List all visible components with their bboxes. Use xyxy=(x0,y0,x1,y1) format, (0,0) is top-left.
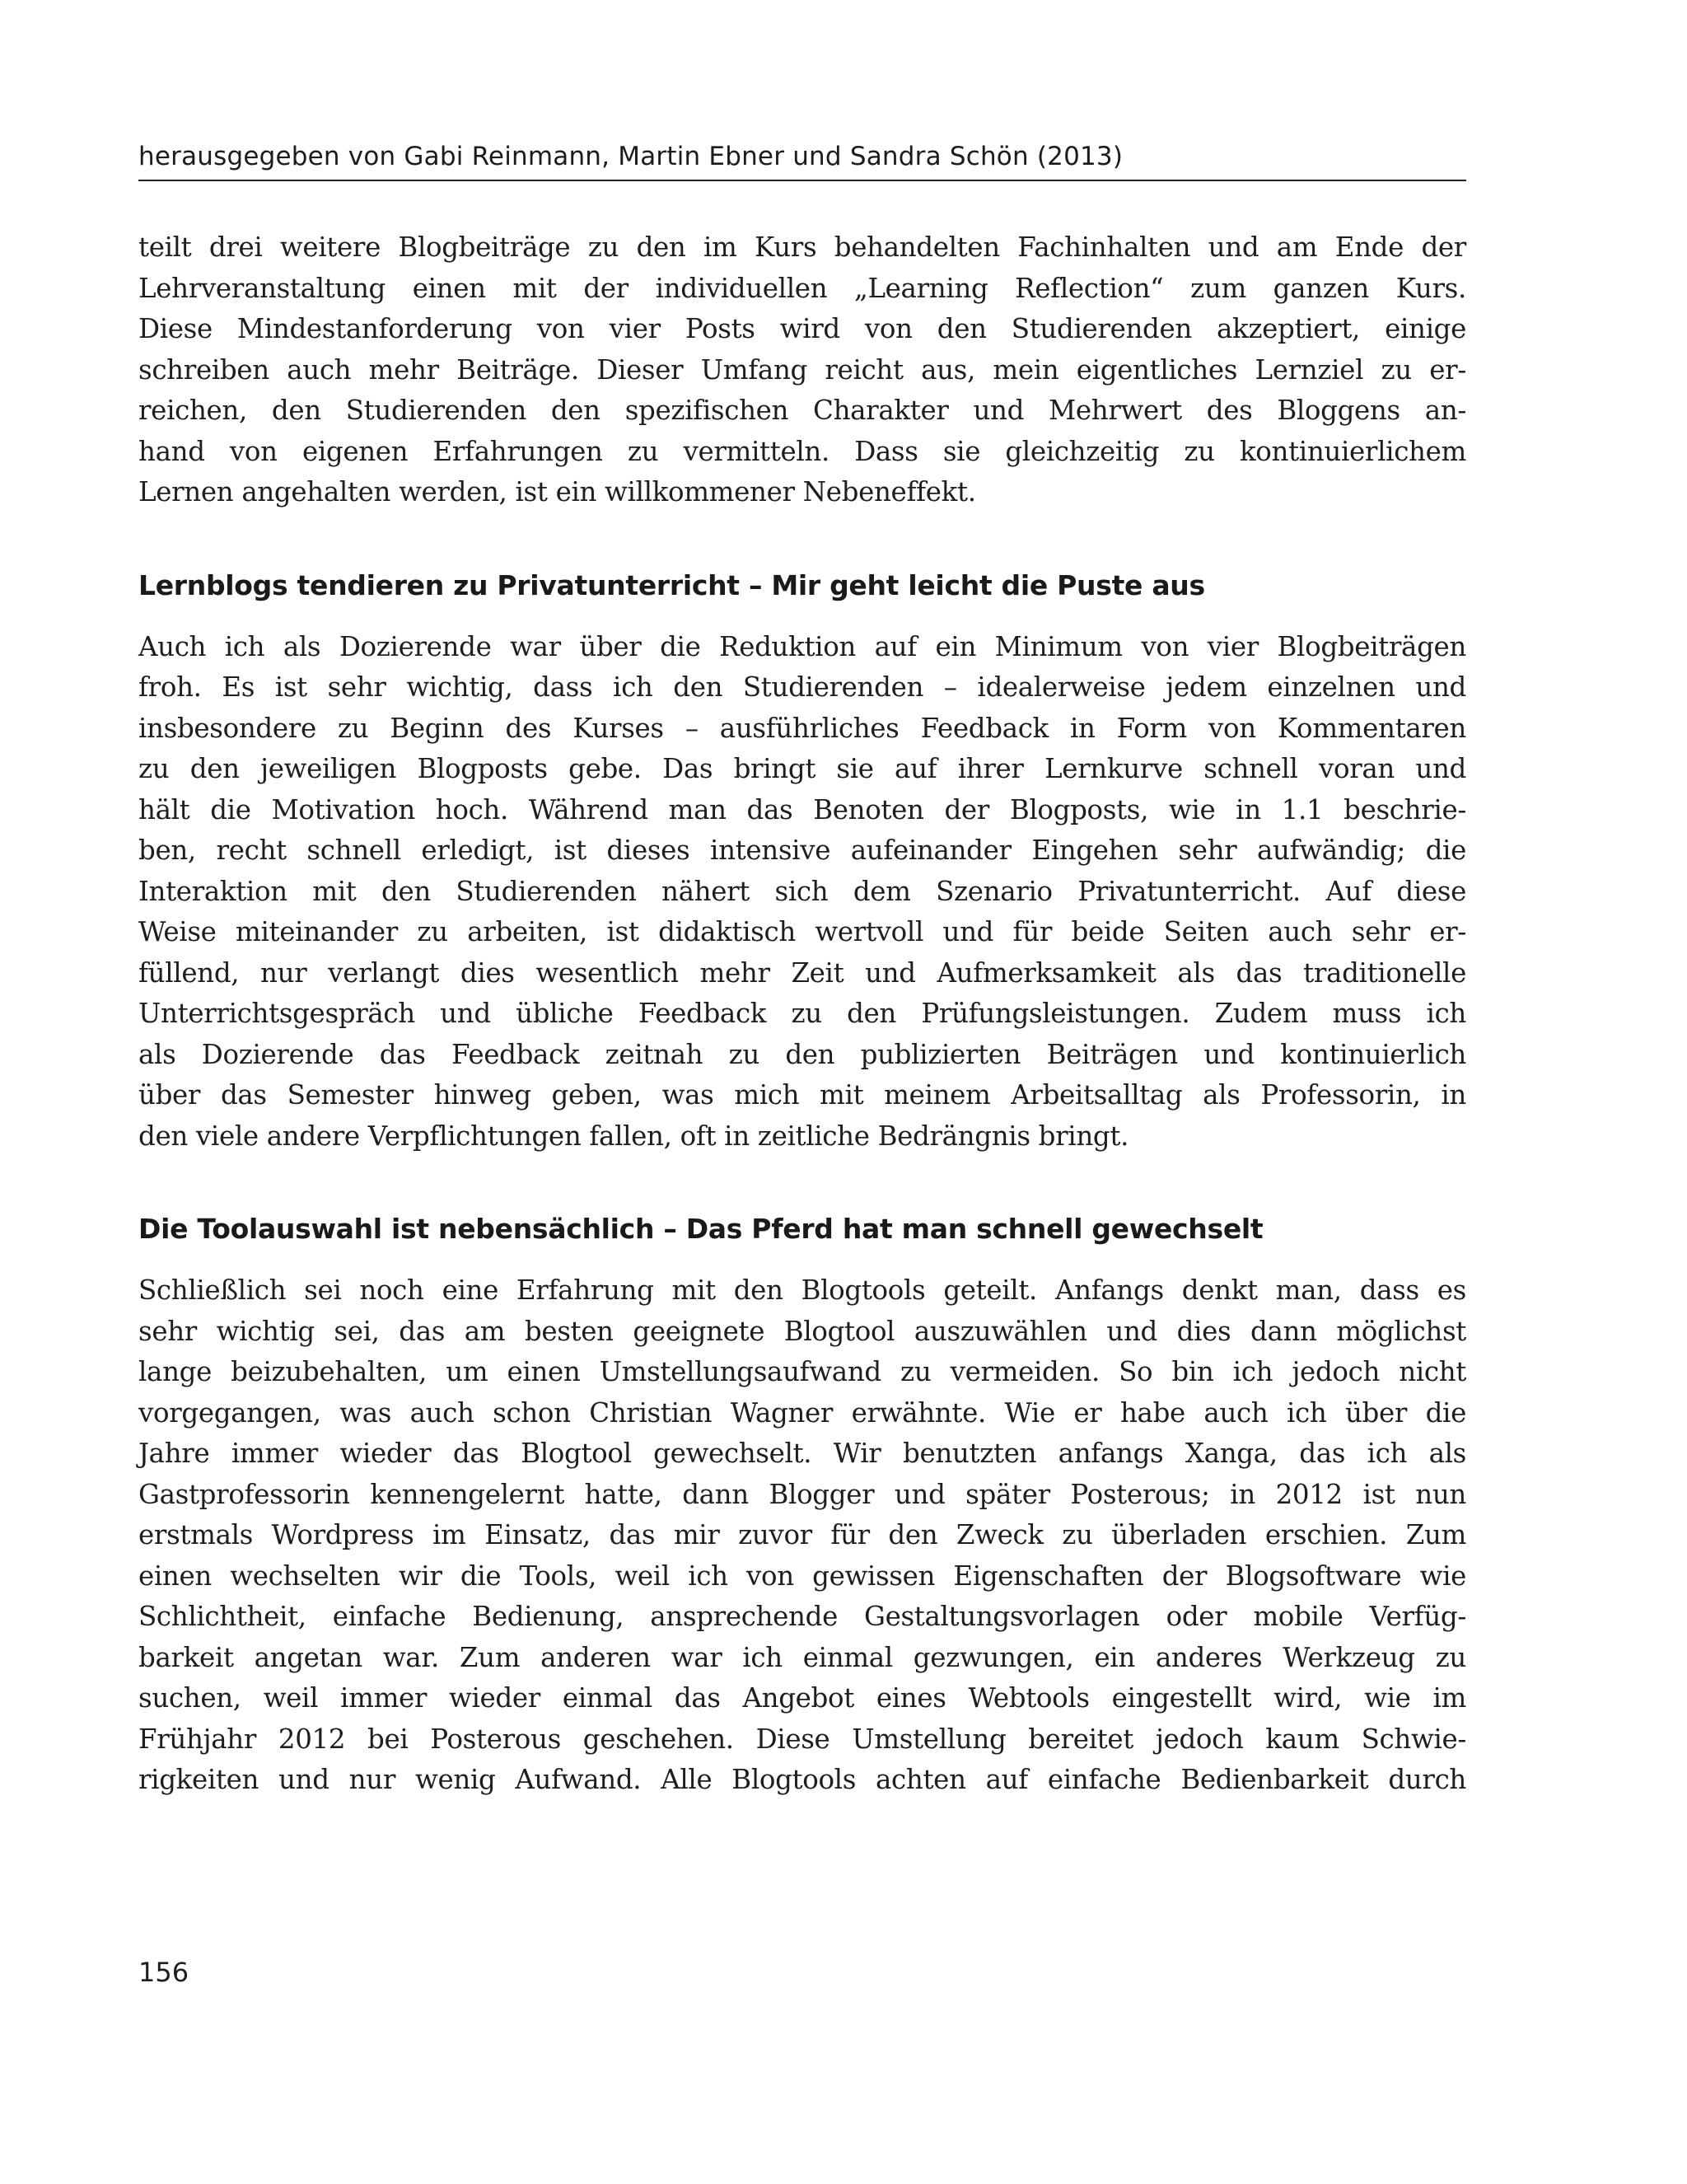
text-line: Unterrichtsgespräch und übliche Feedback zu den Prüfungsleistungen. Zudem muss ich xyxy=(138,998,1466,1029)
text-line: hält die Motivation hoch. Während man das Benoten der Blogposts, wie in 1.1 beschrie- xyxy=(138,793,1466,825)
text-line: ben, recht schnell erledigt, ist dieses intensive aufeinander Eingehen sehr aufwändig; die xyxy=(138,835,1466,866)
text-line: Auch ich als Dozierende war über die Reduktion auf ein Minimum von vier Blogbeiträgen xyxy=(138,630,1466,662)
text-line: Frühjahr 2012 bei Posterous geschehen. Diese Umstellung bereitet jedoch kaum Schwie- xyxy=(138,1723,1466,1755)
text-line: Schlichtheit, einfache Bedienung, ansprechende Gestaltungsvorlagen oder mobile Verfüg- xyxy=(138,1601,1466,1632)
paragraph-toolauswahl xyxy=(138,1270,1466,1801)
text-line: Lernen angehalten werden, ist ein willkommener Nebeneffekt. xyxy=(138,476,976,507)
text-line: füllend, nur verlangt dies wesentlich mehr Zeit und Aufmerksamkeit als das traditionelle xyxy=(138,956,1466,989)
text-line: als Dozierende das Feedback zeitnah zu den publizierten Beiträgen und kontinuierlich xyxy=(138,1038,1466,1070)
text-line: rigkeiten und nur wenig Aufwand. Alle Blogtools achten auf einfache Bedienbarkeit durch xyxy=(138,1764,1466,1795)
running-header: herausgegeben von Gabi Reinmann, Martin Ebner und Sandra Schön (2013) xyxy=(138,137,1466,181)
text-line: reichen, den Studierenden den spezifischen Charakter und Mehrwert des Bloggens an- xyxy=(138,395,1466,426)
text-line: Gastprofessorin kennengelernt hatte, dann Blogger und später Posterous; in 2012 ist nun xyxy=(138,1478,1466,1510)
text-line: einen wechselten wir die Tools, weil ich von gewissen Eigenschaften der Blogsoftware wie xyxy=(138,1560,1466,1592)
text-line: über das Semester hinweg geben, was mich mit meinem Arbeitsalltag als Professorin, in xyxy=(138,1079,1466,1111)
text-line: erstmals Wordpress im Einsatz, das mir zuvor für den Zweck zu überladen erschien. Zum xyxy=(138,1519,1466,1550)
text-line: Interaktion mit den Studierenden nähert sich dem Szenario Privatunterricht. Auf diese xyxy=(138,875,1466,907)
paragraph-intro xyxy=(138,227,1466,513)
text-line: Weise miteinander zu arbeiten, ist didaktisch wertvoll und für beide Seiten auch sehr er- xyxy=(138,916,1466,947)
section-heading-privatunterricht: Lernblogs tendieren zu Privatunterricht – Mir geht leicht die Puste aus xyxy=(138,568,1205,601)
text-line: zu den jeweiligen Blogposts gebe. Das bringt sie auf ihrer Lernkurve schnell voran und xyxy=(138,753,1466,784)
text-line: barkeit angetan war. Zum anderen war ich einmal gezwungen, ein anderes Werkzeug zu xyxy=(138,1641,1466,1673)
text-line: schreiben auch mehr Beiträge. Dieser Umfang reicht aus, mein eigentliches Lernziel zu er- xyxy=(138,353,1466,386)
text-line: Jahre immer wieder das Blogtool gewechselt. Wir benutzten anfangs Xanga, das ich als xyxy=(138,1438,1466,1469)
text-line: Schließlich sei noch eine Erfahrung mit den Blogtools geteilt. Anfangs denkt man, dass es xyxy=(138,1274,1466,1306)
text-line: vorgegangen, was auch schon Christian Wagner erwähnte. Wie er habe auch ich über die xyxy=(138,1396,1466,1429)
page-body xyxy=(138,227,1466,1801)
text-line: sehr wichtig sei, das am besten geeignete Blogtool auszuwählen und dies dann möglichst xyxy=(138,1315,1466,1347)
text-line: insbesondere zu Beginn des Kurses – ausführliches Feedback in Form von Kommentaren xyxy=(138,712,1466,744)
text-line: teilt drei weitere Blogbeiträge zu den im Kurs behandelten Fachinhalten und am Ende der xyxy=(138,231,1466,263)
text-line: froh. Es ist sehr wichtig, dass ich den Studierenden – idealerweise jedem einzelnen und xyxy=(138,671,1466,703)
text-line: Lehrveranstaltung einen mit der individuellen „Learning Reflection“ zum ganzen Kurs. xyxy=(138,272,1466,304)
text-line: hand von eigenen Erfahrungen zu vermitteln. Dass sie gleichzeitig zu kontinuierlichem xyxy=(138,435,1466,467)
section-heading-toolauswahl: Die Toolauswahl ist nebensächlich – Das Pferd hat man schnell gewechselt xyxy=(138,1213,1264,1245)
page-number: 156 xyxy=(138,1957,189,1988)
text-line: suchen, weil immer wieder einmal das Angebot eines Webtools eingestellt wird, wie im xyxy=(138,1682,1466,1714)
text-line: lange beizubehalten, um einen Umstellungsaufwand zu vermeiden. So bin ich jedoch nicht xyxy=(138,1356,1466,1387)
text-line: den viele andere Verpflichtungen fallen, oft in zeitliche Bedrängnis bringt. xyxy=(138,1120,1129,1152)
text-line: Diese Mindestanforderung von vier Posts wird von den Studierenden akzeptiert, einige xyxy=(138,313,1466,344)
paragraph-privatunterricht xyxy=(138,627,1466,1157)
